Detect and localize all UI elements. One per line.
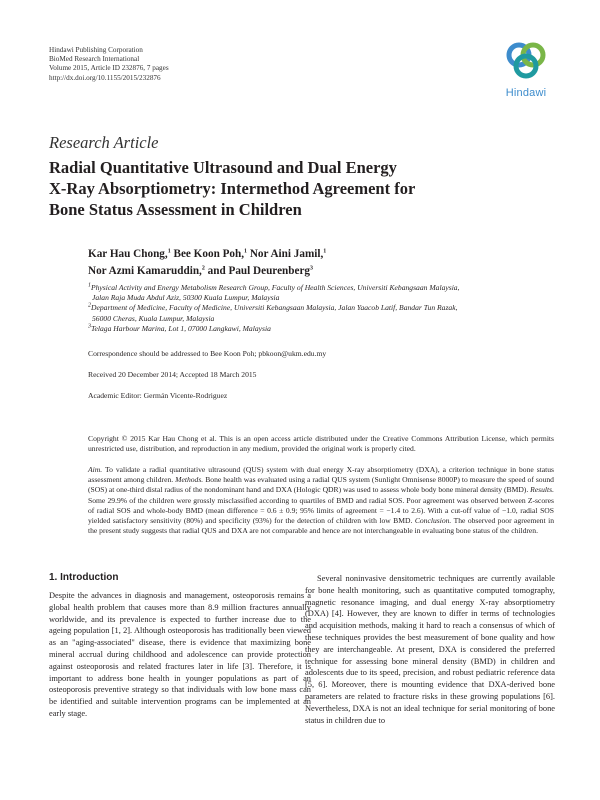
doi-link[interactable]: http://dx.doi.org/10.1155/2015/232876	[49, 73, 161, 82]
body-column-right	[305, 573, 555, 726]
title-line: Radial Quantitative Ultrasound and Dual Energy	[49, 158, 397, 177]
affiliation-cont: Jalan Raja Muda Abdul Aziz, 50300 Kuala Lumpur, Malaysia	[92, 293, 280, 303]
author-name[interactable]: Kar Hau Chong,	[88, 248, 168, 260]
affiliation: $^1$Physical Activity and Energy Metabolism Research Group, Faculty of Health Sciences, Universiti Kebangsaan Malaysia,	[88, 282, 460, 292]
article-title	[49, 157, 519, 220]
journal-name: BioMed Research International	[49, 55, 140, 64]
volume-info: Volume 2015, Article ID 232876, 7 pages	[49, 64, 169, 73]
author-name[interactable]: and Paul Deurenberg	[207, 265, 311, 277]
title-line: Bone Status Assessment in Children	[49, 200, 302, 219]
hindawi-logo-icon	[504, 40, 548, 80]
title-line: X-Ray Absorptiometry: Intermethod Agreement for	[49, 179, 416, 198]
author-list: Kar Hau Chong,$^1$ Bee Koon Poh,$^1$ Nor Aini Jamil,$^1$ Nor Azmi Kamaruddin,$^2$ and Paul Deurenberg$^3$	[88, 248, 327, 277]
section-title: 1. Introduction	[49, 572, 119, 583]
copyright-notice: Copyright © 2015 Kar Hau Chong et al. This is an open access article distributed under the Creative Commons Attribution License, which permits unrestricted use, distribution, and reproduction in any medium, provided the original work is properly cited.	[88, 434, 554, 454]
abstract: Aim. To validate a radial quantitative ultrasound (QUS) system with dual energy X-ray absorptiometry (DXA), a criterion technique in bone status assessment among children. Methods. Bone health was evaluated using a radial QUS system (Sunlight Omnisense 8000P) to measure the speed of sound (SOS) at one-third distal radius of the nondominant hand and DXA (Hologic QDR) was used to assess whole body bone mineral density (BMD). Results. Some 29.9% of the children were grossly misclassified according to quartiles of BMD and radial SOS. Poor agreement was observed between Z-scores of radial SOS and whole-body BMD (mean difference = 0.6 ± 0.9; 95% limits of agreement = −1.4 to 2.6). With a cut-off value of −1.0, radial SOS yielded satisfactory sensitivity (80%) and specificity (93%) for the detection of children with low BMD. Conclusion. The observed poor agreement in the present study suggests that radial QUS and DXA are not comparable and hence are not interchangeable in evaluating bone status of the children.	[88, 465, 554, 536]
affiliations	[88, 283, 558, 334]
received-dates: Received 20 December 2014; Accepted 18 March 2015	[88, 370, 257, 379]
paragraph: Several noninvasive densitometric techniques are currently available for bone health monitoring, such as quantitative computed tomography, magnetic resonance imaging, and dual energy X-ray absorptiometry (DXA) [4]. However, they are known to differ in terms of technologies and acquisition methods, making it hard to reach a consensus of which of these techniques provides the best measurement of bone quality and how they are interchangeable. At present, DXA is considered the preferred technique for assessing bone mineral density (BMD) in children and adolescents due to its speed, precision, and robust pediatric reference data [5, 6]. Moreover, there is mounting evidence that DXA-derived bone parameters are related to fracture risks in these growing populations [6]. Nevertheless, DXA is not an ideal technique for serial monitoring of bone status in children due to	[305, 574, 555, 725]
hindawi-logo	[500, 40, 552, 102]
logo-text: Hindawi	[505, 87, 547, 99]
abstract-label: Aim.	[88, 465, 103, 474]
article-type: Research Article	[49, 133, 159, 152]
author-name[interactable]: Nor Azmi Kamaruddin,	[88, 265, 202, 277]
affiliation-cont: 56000 Cheras, Kuala Lumpur, Malaysia	[92, 313, 215, 323]
abstract-label: Conclusion.	[414, 516, 452, 526]
abstract-label: Methods.	[175, 475, 204, 485]
affiliation: $^2$Department of Medicine, Faculty of Medicine, Universiti Kebangsaan Malaysia, Jalan Yaacob Latif, Bandar Tun Razak,	[88, 302, 458, 313]
body-column-left	[49, 590, 311, 720]
affiliation: $^3$Telaga Harbour Marina, Lot 1, 07000 Langkawi, Malaysia	[88, 323, 271, 333]
publisher: Hindawi Publishing Corporation	[49, 46, 143, 54]
academic-editor: Academic Editor: Germán Vicente-Rodriguez	[88, 391, 228, 400]
abstract-label: Results.	[530, 485, 554, 495]
journal-header	[49, 46, 169, 83]
correspondence: Correspondence should be addressed to Bee Koon Poh; pbkoon@ukm.edu.my	[88, 349, 327, 358]
author-name[interactable]: Nor Aini Jamil,	[249, 248, 324, 260]
paragraph: Despite the advances in diagnosis and management, osteoporosis remains a global health problem that causes more than 8.9 million fractures annually worldwide, and its prevalence is expected to further increase due to the ageing population [1, 2]. Although osteoporosis has traditionally been viewed as an "aging-associated" disease, there is evidence that maximizing bone mineral accrual during childhood and adolescence can provide protection against osteoporosis and related fractures later in life [3]. Therefore, it is important to address bone health in younger populations as part of an osteoporosis preventive strategy so that individuals with low bone mass can be identified and suitable intervention programs can be implemented at an early stage.	[49, 591, 311, 718]
author-name[interactable]: Bee Koon Poh,	[173, 248, 245, 260]
